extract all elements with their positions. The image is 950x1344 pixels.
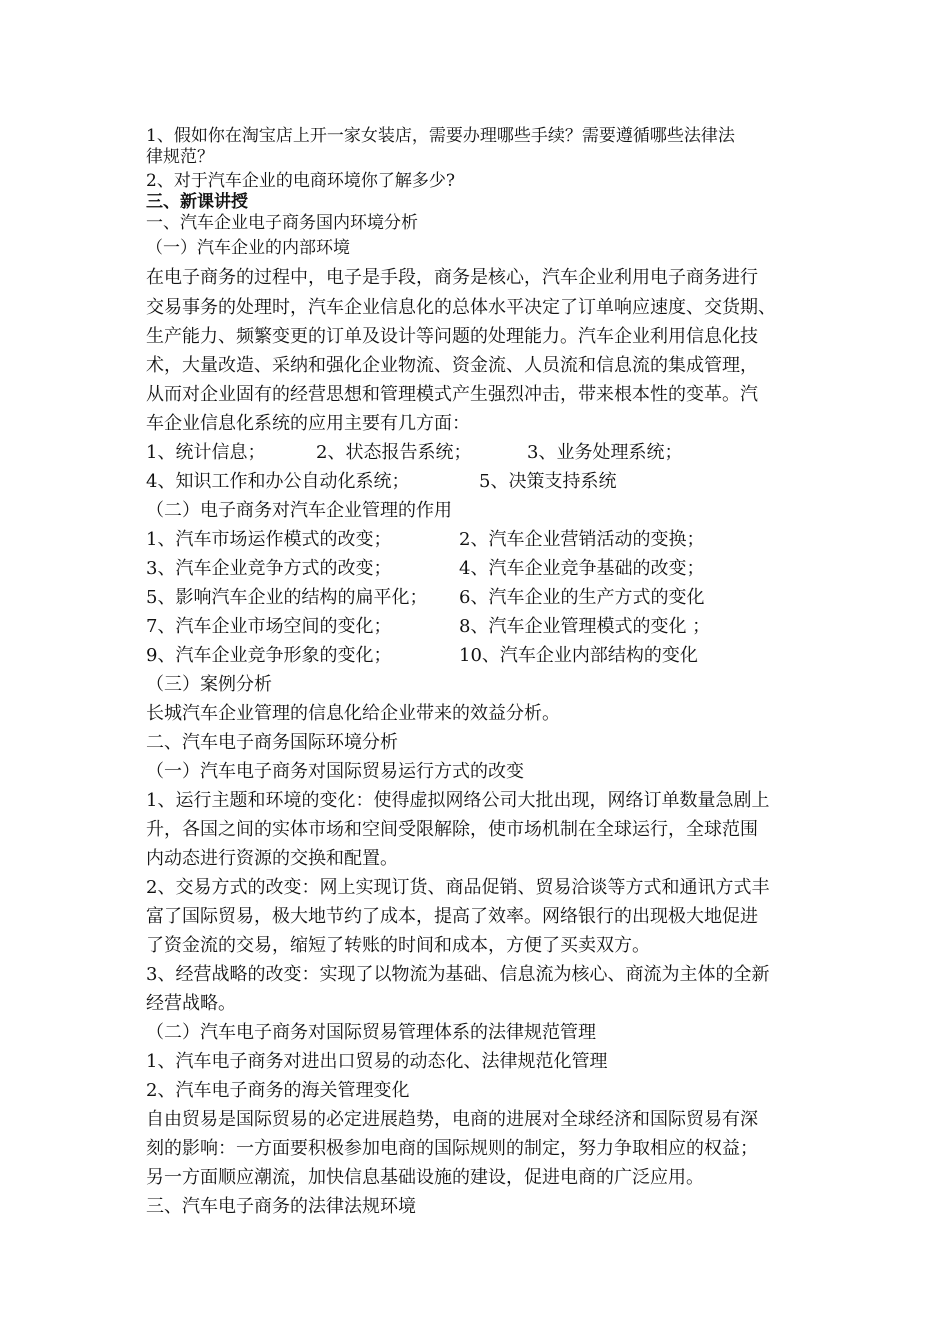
- effect-item: 3、汽车企业竞争方式的改变；: [146, 558, 392, 579]
- paragraph-line: 自由贸易是国际贸易的必定进展趋势，电商的进展对全球经济和国际贸易有深: [146, 1109, 758, 1130]
- part1-title: 一、汽车企业电子商务国内环境分析: [146, 213, 418, 233]
- effect-item: 6、汽车企业的生产方式的变化: [459, 587, 705, 608]
- section-heading: 三、新课讲授: [146, 192, 248, 212]
- paragraph-line: 在电子商务的过程中，电子是手段，商务是核心，汽车企业利用电子商务进行: [146, 267, 758, 288]
- part1-sub2-title: （二）电子商务对汽车企业管理的作用: [146, 500, 452, 521]
- system-item: 3、业务处理系统；: [527, 442, 683, 463]
- effect-item: 1、汽车市场运作模式的改变；: [146, 529, 392, 550]
- paragraph-line: 车企业信息化系统的应用主要有几方面：: [146, 413, 470, 434]
- system-item: 1、统计信息；: [146, 442, 266, 463]
- paragraph-line: 生产能力、频繁变更的订单及设计等问题的处理能力。汽车企业利用信息化技: [146, 326, 758, 347]
- part1-sub3-title: （三）案例分析: [146, 674, 272, 695]
- mgmt-item: 1、汽车电子商务对进出口贸易的动态化、法律规范化管理: [146, 1051, 608, 1072]
- paragraph-line: 经营战略。: [146, 993, 236, 1014]
- question-line: 1、假如你在淘宝店上开一家女装店，需要办理哪些手续？需要遵循哪些法律法: [146, 126, 735, 146]
- part1-sub1-title: （一）汽车企业的内部环境: [146, 238, 350, 258]
- effect-item: 10、汽车企业内部结构的变化: [459, 645, 698, 666]
- question-line: 律规范？: [146, 147, 214, 167]
- part2-sub2-title: （二）汽车电子商务对国际贸易管理体系的法律规范管理: [146, 1022, 596, 1043]
- part2-sub1-title: （一）汽车电子商务对国际贸易运行方式的改变: [146, 761, 524, 782]
- effect-item: 2、汽车企业营销活动的变换；: [459, 529, 705, 550]
- paragraph-line: 2、交易方式的改变：网上实现订货、商品促销、贸易洽谈等方式和通讯方式丰: [146, 877, 770, 898]
- paragraph-line: 了资金流的交易，缩短了转账的时间和成本，方便了买卖双方。: [146, 935, 650, 956]
- paragraph-line: 刻的影响：一方面要积极参加电商的国际规则的制定，努力争取相应的权益；: [146, 1138, 758, 1159]
- paragraph-line: 术，大量改造、采纳和强化企业物流、资金流、人员流和信息流的集成管理，: [146, 355, 758, 376]
- system-item: 4、知识工作和办公自动化系统；: [146, 471, 410, 492]
- paragraph-line: 另一方面顺应潮流，加快信息基础设施的建设，促进电商的广泛应用。: [146, 1167, 704, 1188]
- paragraph-line: 1、运行主题和环境的变化：使得虚拟网络公司大批出现，网络订单数量急剧上: [146, 790, 770, 811]
- paragraph-line: 富了国际贸易，极大地节约了成本，提高了效率。网络银行的出现极大地促进: [146, 906, 758, 927]
- paragraph-line: 3、经营战略的改变：实现了以物流为基础、信息流为核心、商流为主体的全新: [146, 964, 770, 985]
- system-item: 5、决策支持系统: [479, 471, 617, 492]
- part3-title: 三、汽车电子商务的法律法规环境: [146, 1196, 416, 1217]
- mgmt-item: 2、汽车电子商务的海关管理变化: [146, 1080, 410, 1101]
- effect-item: 9、汽车企业竞争形象的变化；: [146, 645, 392, 666]
- case-text: 长城汽车企业管理的信息化给企业带来的效益分析。: [146, 703, 560, 724]
- part2-title: 二、汽车电子商务国际环境分析: [146, 732, 398, 753]
- effect-item: 8、汽车企业管理模式的变化 ；: [459, 616, 711, 637]
- effect-item: 5、影响汽车企业的结构的扁平化；: [146, 587, 428, 608]
- system-item: 2、状态报告系统；: [316, 442, 472, 463]
- effect-item: 4、汽车企业竞争基础的改变；: [459, 558, 705, 579]
- effect-item: 7、汽车企业市场空间的变化；: [146, 616, 392, 637]
- question-line: 2、对于汽车企业的电商环境你了解多少?: [146, 171, 455, 191]
- paragraph-line: 交易事务的处理时，汽车企业信息化的总体水平决定了订单响应速度、交货期、: [146, 297, 776, 318]
- paragraph-line: 升，各国之间的实体市场和空间受限解除，使市场机制在全球运行，全球范围: [146, 819, 758, 840]
- paragraph-line: 内动态进行资源的交换和配置。: [146, 848, 398, 869]
- paragraph-line: 从而对企业固有的经营思想和管理模式产生强烈冲击，带来根本性的变革。汽: [146, 384, 758, 405]
